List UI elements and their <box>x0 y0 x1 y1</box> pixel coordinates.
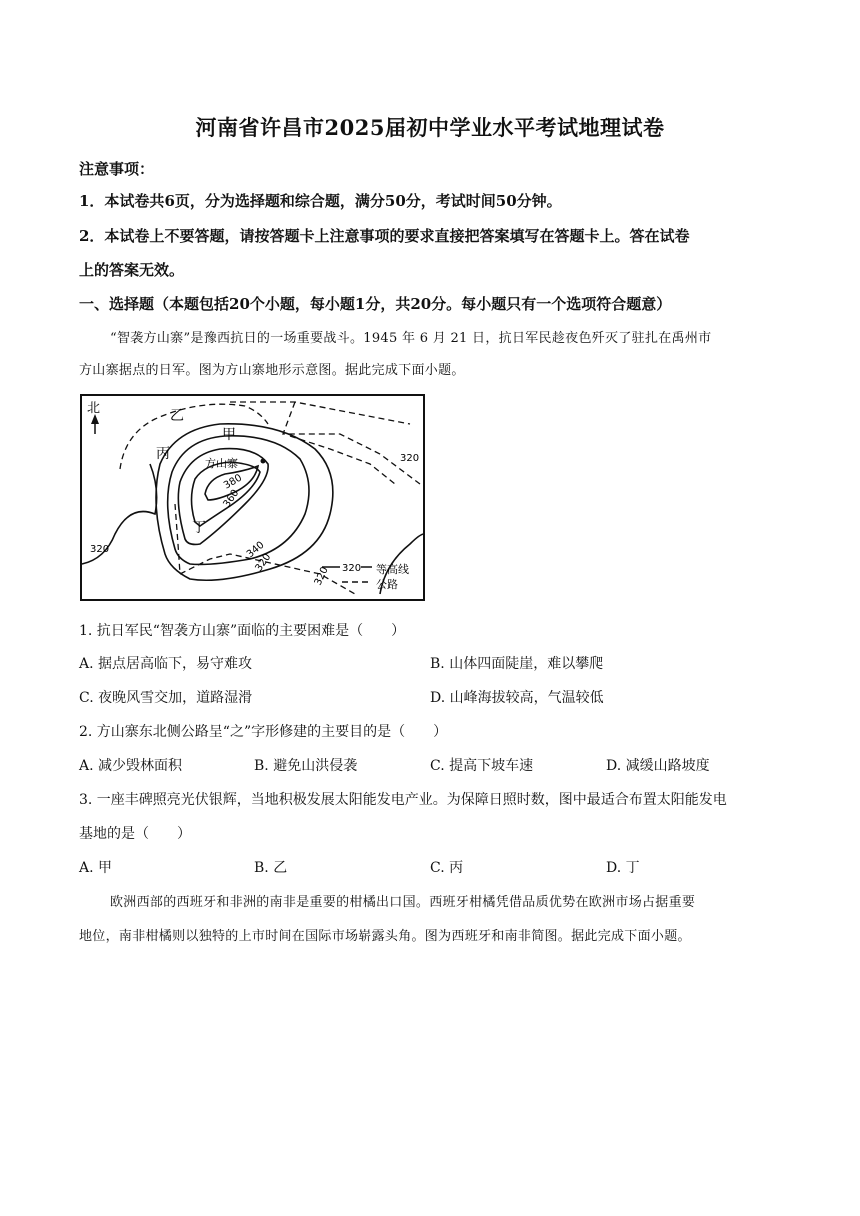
passage1-line1: “智袭方山寨”是豫西抗日的一场重要战斗。1945 年 6 月 21 日，抗日军民趁夜色歼灭了驻扎在禹州市 <box>110 331 712 346</box>
question-3-option-d[interactable]: D. 丁 <box>606 860 640 876</box>
contour-label-320-southeast: 320 <box>312 565 331 588</box>
label-jia: 甲 <box>222 427 236 443</box>
question-1-option-d[interactable]: D. 山峰海拔较高，气温较低 <box>430 690 604 706</box>
question-2-stem: 2. 方山寨东北侧公路呈“之”字形修建的主要目的是（ ） <box>79 724 448 740</box>
legend-contour-sample: 320 <box>342 563 362 574</box>
contour-label-380: 380 <box>222 472 245 492</box>
notes-heading: 注意事项： <box>79 160 155 178</box>
question-3-stem-line1: 3. 一座丰碑照亮光伏银辉，当地积极发展太阳能发电产业。为保障日照时数，图中最适合布置太阳能发电 <box>79 792 727 808</box>
section-heading: 一、选择题（本题包括20个小题，每小题1分，共20分。每小题只有一个选项符合题意） <box>79 295 672 313</box>
passage2-line2: 地位，南非柑橘则以独特的上市时间在国际市场崭露头角。图为西班牙和南非简图。据此完成下面小题。 <box>79 929 691 944</box>
question-1-option-a[interactable]: A. 据点居高临下，易守难攻 <box>79 656 253 672</box>
label-fangshanzhai: 方山寨 <box>205 457 238 470</box>
passage2-line1: 欧洲西部的西班牙和非洲的南非是重要的柑橘出口国。西班牙柑橘凭借品质优势在欧洲市场占据重要 <box>110 895 696 910</box>
contour-label-360: 360 <box>221 487 242 510</box>
question-3-option-a[interactable]: A. 甲 <box>79 860 113 876</box>
contour-label-340: 340 <box>244 539 267 561</box>
question-2-option-a[interactable]: A. 减少毁林面积 <box>79 758 183 774</box>
question-1-option-c[interactable]: C. 夜晚风雪交加，道路湿滑 <box>79 690 253 706</box>
topographic-map <box>80 394 425 601</box>
notes-item-2b: 上的答案无效。 <box>79 261 185 279</box>
question-1-stem: 1. 抗日军民“智袭方山寨”面临的主要困难是（ ） <box>79 623 406 639</box>
question-2-option-b[interactable]: B. 避免山洪侵袭 <box>254 758 358 774</box>
label-bing: 丙 <box>156 446 170 462</box>
question-3-option-c[interactable]: C. 丙 <box>430 860 464 876</box>
topographic-map-svg <box>80 394 425 601</box>
question-2-option-c[interactable]: C. 提高下坡车速 <box>430 758 534 774</box>
north-label: 北 <box>87 401 101 416</box>
question-1-option-b[interactable]: B. 山体四面陡崖，难以攀爬 <box>430 656 604 672</box>
page-title: 河南省许昌市2025届初中学业水平考试地理试卷 <box>195 115 665 140</box>
label-yi: 乙 <box>170 408 184 424</box>
contour-label-320-west: 320 <box>90 544 110 555</box>
notes-item-1: 1．本试卷共6页，分为选择题和综合题，满分50分，考试时间50分钟。 <box>79 192 562 210</box>
label-ding: 丁 <box>192 520 206 536</box>
legend-contour-label: 等高线 <box>376 563 409 576</box>
question-3-option-b[interactable]: B. 乙 <box>254 860 288 876</box>
notes-item-2a: 2．本试卷上不要答题，请按答题卡上注意事项的要求直接把答案填写在答题卡上。答在试卷 <box>79 227 690 245</box>
contour-label-320-east: 320 <box>400 453 420 464</box>
question-2-option-d[interactable]: D. 减缓山路坡度 <box>606 758 710 774</box>
contour-label-320-south: 320 <box>253 551 274 574</box>
passage1-line2: 方山寨据点的日军。图为方山寨地形示意图。据此完成下面小题。 <box>79 363 465 378</box>
legend-road-label: 公路 <box>376 578 398 591</box>
question-3-stem-line2: 基地的是（ ） <box>79 826 191 842</box>
summit-dot-icon <box>261 459 266 464</box>
